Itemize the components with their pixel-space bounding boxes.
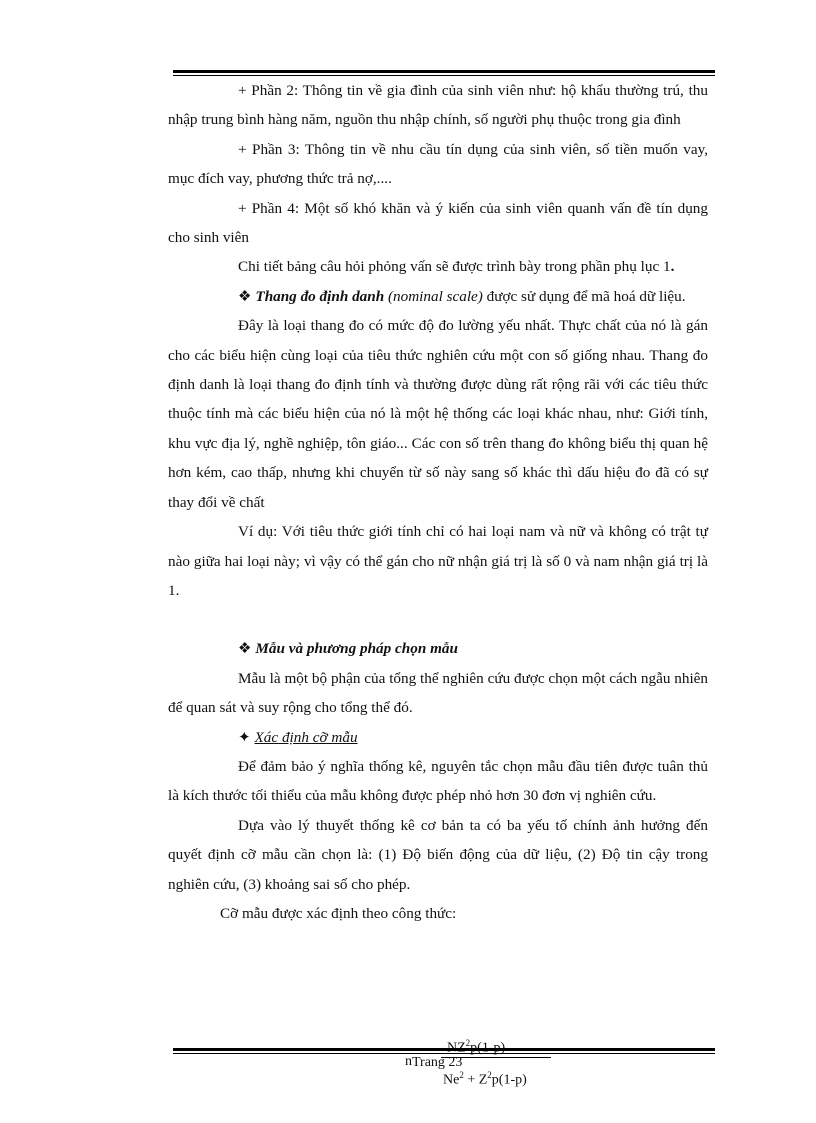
paragraph-appendix-note: [168, 252, 708, 281]
diamond-bullet-icon: ❖: [238, 287, 252, 305]
paragraph-part-4: + Phần 4: Một số khó khăn và ý kiến của sinh viên quanh vấn đề tín dụng cho sinh viên: [168, 199, 708, 247]
nominal-scale-rest: được sử dụng để mã hoá dữ liệu.: [486, 287, 686, 305]
paragraph-nominal-scale: [168, 282, 708, 311]
paragraph-minimum-size: Để đảm bảo ý nghĩa thống kê, nguyên tắc chọn mẫu đầu tiên được tuân thủ là kích thước tối thiểu của mẫu không được phép nhỏ hơn 30 đơn vị nghiên cứu.: [168, 757, 708, 805]
blank-line: [168, 605, 708, 634]
appendix-note-dot: .: [670, 258, 675, 276]
paragraph-sampling-heading: [168, 634, 708, 663]
sampling-heading: Mẫu và phương pháp chọn mẫu: [255, 640, 458, 658]
paragraph-formula-intro: Cỡ mẫu được xác định theo công thức:: [220, 904, 457, 922]
appendix-note-text: Chi tiết bảng câu hỏi phỏng vấn sẽ được trình bày trong phần phụ lục 1: [238, 258, 671, 276]
numerator-exponent: 2: [465, 1038, 471, 1048]
document-body: [168, 76, 708, 928]
denominator-p: p(1-p): [491, 1072, 527, 1088]
sample-size-heading: Xác định cỡ mẫu: [254, 728, 358, 746]
nominal-scale-english: (nominal scale): [387, 287, 483, 305]
paragraph-part-2: + Phần 2: Thông tin về gia đình của sinh viên như: hộ khẩu thường trú, thu nhập trung bình hàng năm, nguồn thu nhập chính, số người phụ thuộc trong gia đình: [168, 82, 708, 129]
paragraph-example: Ví dụ: Với tiêu thức giới tính chỉ có hai loại nam và nữ và không có trật tự nào giữa hai loại này; vì vậy có thể gán cho nữ nhận giá trị là số 0 và nam nhận giá trị là 1.: [168, 523, 708, 599]
paragraph-part-3: + Phần 3: Thông tin về nhu cầu tín dụng của sinh viên, số tiền muốn vay, mục đích vay, phương thức trả nợ,....: [168, 140, 708, 188]
nominal-scale-heading: Thang đo định danh: [255, 287, 385, 305]
star-bullet-icon: ✦: [238, 728, 251, 746]
paragraph-nominal-explanation: Đây là loại thang đo có mức độ đo lường yếu nhất. Thực chất của nó là gán cho các biểu hiện cùng loại của tiêu thức nghiên cứu một con số giống nhau. Thang đo định danh là loại thang đo định tính và thường được dùng rất rộng rãi với các tiêu thức thuộc tính mà các biểu hiện của nó là một hệ thống các loại khác nhau, như: Giới tính, khu vực địa lý, nghề nghiệp, tôn giáo... Các con số trên thang đo không biểu thị quan hệ hơn kém, cao thấp, nhưng khi chuyển từ số này sang số khác thì dấu hiệu đo đã có sự thay đổi về chất: [168, 317, 708, 511]
page-number: Trang 23: [412, 1055, 463, 1070]
paragraph-factors: Dựa vào lý thuyết thống kê cơ bản ta có ba yếu tố chính ảnh hưởng đến quyết định cỡ mẫu cần chọn là: (1) Độ biến động của dữ liệu, (2) Độ tin cậy trong nghiên cứu, (3) khoảng sai số cho phép.: [168, 816, 708, 893]
denominator-exponent-1: 2: [459, 1070, 464, 1080]
paragraph-sample-definition: Mẫu là một bộ phận của tổng thể nghiên cứu được chọn một cách ngẫu nhiên để quan sát và suy rộng cho tổng thể đó.: [168, 669, 708, 717]
denominator-ne: Ne: [443, 1072, 460, 1088]
formula-denominator: [443, 1070, 527, 1089]
paragraph-sample-size-heading: [168, 723, 708, 752]
formula-lhs: n: [405, 1054, 412, 1069]
diamond-bullet-icon: ❖: [238, 640, 252, 658]
denominator-z: + Z: [463, 1072, 488, 1088]
bottom-divider: [173, 1048, 715, 1054]
denominator-exponent-2: 2: [487, 1070, 492, 1080]
